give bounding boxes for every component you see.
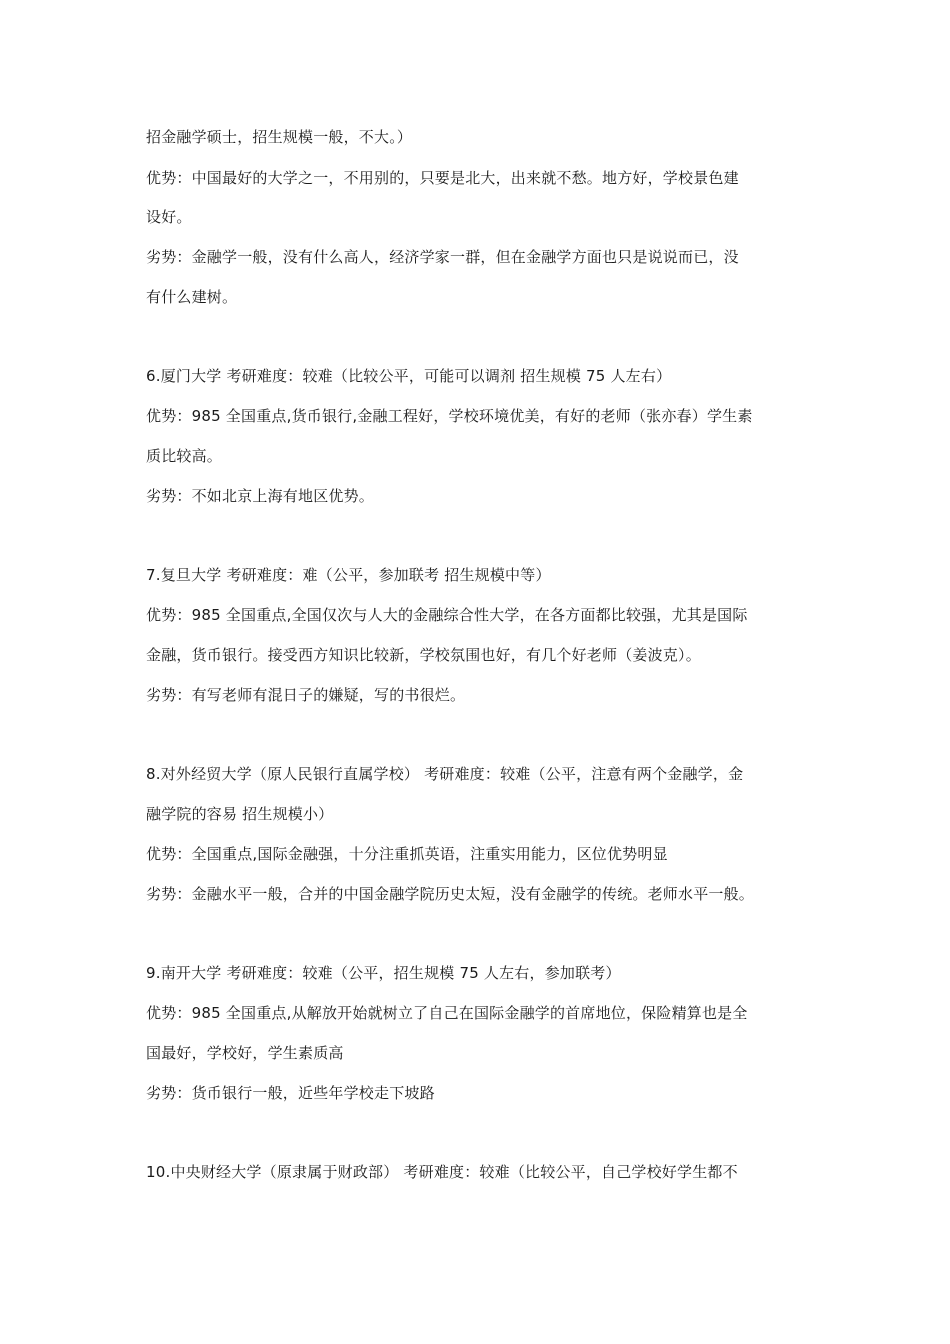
text-line: 金融，货币银行。接受西方知识比较新，学校氛围也好，有几个好老师（姜波克）。 [146, 646, 701, 664]
section-heading: 10.中央财经大学（原隶属于财政部） 考研难度：较难（比较公平，自己学校好学生都不 [146, 1163, 738, 1181]
text-line: 招金融学硕士，招生规模一般，不大。） [146, 128, 413, 146]
text-line: 质比较高。 [146, 447, 223, 465]
text-line: 融学院的容易 招生规模小） [146, 805, 334, 823]
text-line: 设好。 [146, 208, 192, 226]
text-line: 优势：全国重点,国际金融强，十分注重抓英语，注重实用能力，区位优势明显 [146, 845, 668, 863]
text-line: 国最好，学校好，学生素质高 [146, 1044, 344, 1062]
text-line: 优势：985 全国重点,货币银行,金融工程好，学校环境优美，有好的老师（张亦春）学生素 [146, 407, 753, 425]
text-line: 优势：985 全国重点,从解放开始就树立了自己在国际金融学的首席地位，保险精算也是全 [146, 1004, 748, 1022]
text-line: 有什么建树。 [146, 288, 238, 306]
text-line: 劣势：金融水平一般，合并的中国金融学院历史太短，没有金融学的传统。老师水平一般。 [146, 885, 755, 903]
section-heading: 6.厦门大学 考研难度：较难（比较公平，可能可以调剂 招生规模 75 人左右） [146, 367, 672, 385]
section-heading: 8.对外经贸大学（原人民银行直属学校） 考研难度：较难（公平，注意有两个金融学，金 [146, 765, 744, 783]
text-line: 劣势：金融学一般，没有什么高人，经济学家一群，但在金融学方面也只是说说而已，没 [146, 248, 739, 266]
text-line: 优势：985 全国重点,全国仅次与人大的金融综合性大学，在各方面都比较强，尤其是国际 [146, 606, 748, 624]
text-line: 优势：中国最好的大学之一，不用别的，只要是北大，出来就不愁。地方好，学校景色建 [146, 169, 739, 187]
section-heading: 7.复旦大学 考研难度：难（公平，参加联考 招生规模中等） [146, 566, 551, 584]
text-line: 劣势：不如北京上海有地区优势。 [146, 487, 375, 505]
text-line: 劣势：有写老师有混日子的嫌疑，写的书很烂。 [146, 686, 466, 704]
section-heading: 9.南开大学 考研难度：较难（公平，招生规模 75 人左右，参加联考） [146, 964, 621, 982]
text-line: 劣势：货币银行一般，近些年学校走下坡路 [146, 1084, 435, 1102]
